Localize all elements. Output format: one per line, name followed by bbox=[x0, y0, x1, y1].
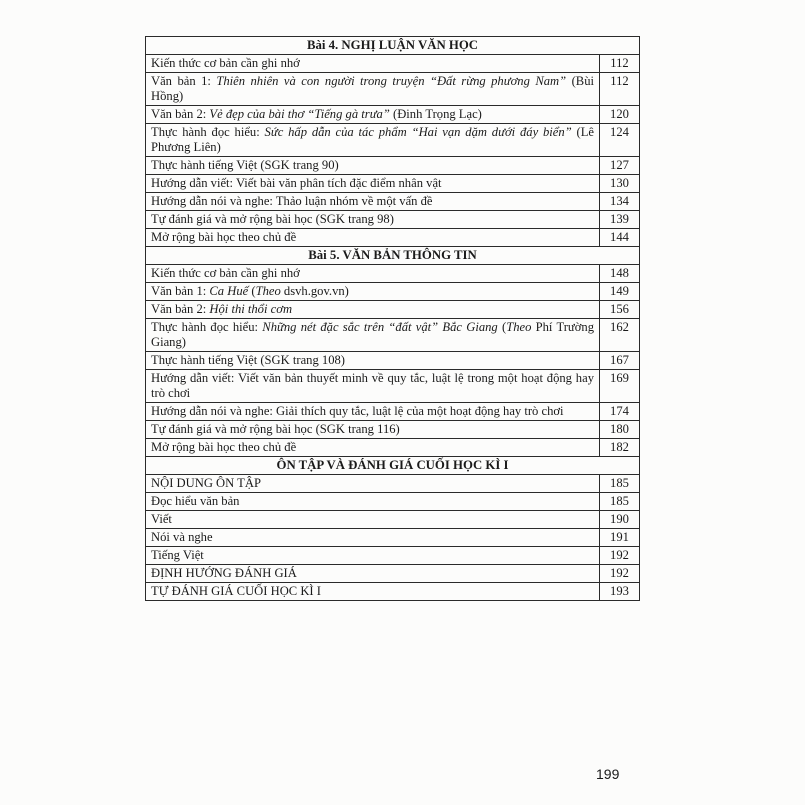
toc-entry-text: Kiến thức cơ bản cần ghi nhớ bbox=[151, 266, 300, 280]
toc-entry-title bbox=[146, 529, 600, 547]
toc-entry-page: 124 bbox=[600, 124, 640, 157]
toc-entry-title bbox=[146, 265, 600, 283]
toc-entry-text: ( bbox=[497, 320, 507, 334]
toc-entry-row bbox=[146, 421, 640, 439]
toc-entry-text: NỘI DUNG ÔN TẬP bbox=[151, 476, 261, 490]
toc-entry-row bbox=[146, 301, 640, 319]
toc-entry-text: (Bùi Hồng) bbox=[151, 74, 595, 103]
toc-entry-text: Phí Trường Giang) bbox=[151, 320, 594, 349]
toc-entry-page: 130 bbox=[600, 175, 640, 193]
toc-entry-text: ( bbox=[248, 284, 256, 298]
toc-entry-text: Viết bbox=[151, 512, 172, 526]
toc-entry-page: 139 bbox=[600, 211, 640, 229]
toc-entry-title bbox=[146, 73, 600, 106]
toc-entry-page: 182 bbox=[600, 439, 640, 457]
toc-entry-row bbox=[146, 565, 640, 583]
toc-entry-title bbox=[146, 565, 600, 583]
toc-entry-page: 185 bbox=[600, 475, 640, 493]
toc-entry-row bbox=[146, 529, 640, 547]
toc-entry-title bbox=[146, 106, 600, 124]
section-heading-row bbox=[146, 457, 640, 475]
toc-entry-row bbox=[146, 124, 640, 157]
toc-entry-page: 192 bbox=[600, 547, 640, 565]
toc-entry-title bbox=[146, 493, 600, 511]
toc-entry-title bbox=[146, 421, 600, 439]
toc-entry-text: Tự đánh giá và mở rộng bài học (SGK trang 98) bbox=[151, 212, 394, 226]
toc-entry-row bbox=[146, 439, 640, 457]
toc-entry-text: Nói và nghe bbox=[151, 530, 213, 544]
toc-entry-title bbox=[146, 475, 600, 493]
toc-entry-title bbox=[146, 511, 600, 529]
toc-entry-page: 185 bbox=[600, 493, 640, 511]
toc-entry-text: Tiếng Việt bbox=[151, 548, 204, 562]
toc-entry-row bbox=[146, 511, 640, 529]
toc-entry-row bbox=[146, 55, 640, 73]
toc-entry-text: ĐỊNH HƯỚNG ĐÁNH GIÁ bbox=[151, 566, 297, 580]
toc-entry-title bbox=[146, 370, 600, 403]
toc-entry-text: Mở rộng bài học theo chủ đề bbox=[151, 230, 297, 244]
toc-entry-text: Văn bản 1: bbox=[151, 74, 217, 88]
toc-entry-title bbox=[146, 439, 600, 457]
toc-entry-page: 174 bbox=[600, 403, 640, 421]
toc-entry-title bbox=[146, 55, 600, 73]
toc-entry-title bbox=[146, 301, 600, 319]
toc-entry-text: Những nét đặc sắc trên “đất vật” Bắc Giang bbox=[262, 320, 498, 334]
toc-entry-row bbox=[146, 370, 640, 403]
toc-entry-row bbox=[146, 283, 640, 301]
toc-entry-text: dsvh.gov.vn) bbox=[280, 284, 349, 298]
toc-body bbox=[146, 37, 640, 601]
toc-entry-title bbox=[146, 283, 600, 301]
toc-entry-row bbox=[146, 403, 640, 421]
toc-entry-row bbox=[146, 211, 640, 229]
toc-entry-page: 190 bbox=[600, 511, 640, 529]
toc-entry-text: Văn bản 2: bbox=[151, 107, 210, 121]
toc-entry-title bbox=[146, 124, 600, 157]
toc-entry-text: Vẻ đẹp của bài thơ “Tiếng gà trưa” bbox=[209, 107, 390, 121]
toc-entry-page: 127 bbox=[600, 157, 640, 175]
toc-entry-page: 180 bbox=[600, 421, 640, 439]
toc-entry-title bbox=[146, 403, 600, 421]
toc-entry-row bbox=[146, 475, 640, 493]
page-number: 199 bbox=[596, 766, 620, 782]
toc-entry-page: 162 bbox=[600, 319, 640, 352]
toc-entry-page: 192 bbox=[600, 565, 640, 583]
toc-entry-page: 167 bbox=[600, 352, 640, 370]
toc-entry-page: 148 bbox=[600, 265, 640, 283]
section-heading: Bài 5. VĂN BẢN THÔNG TIN bbox=[146, 247, 640, 265]
toc-entry-text: (Lê Phương Liên) bbox=[151, 125, 595, 154]
toc-entry-row bbox=[146, 106, 640, 124]
toc-entry-row bbox=[146, 352, 640, 370]
toc-entry-page: 169 bbox=[600, 370, 640, 403]
toc-entry-text: Thực hành đọc hiểu: bbox=[151, 125, 265, 139]
toc-entry-text: Thực hành tiếng Việt (SGK trang 90) bbox=[151, 158, 339, 172]
toc-entry-text: Theo bbox=[506, 320, 532, 334]
section-heading-row bbox=[146, 247, 640, 265]
toc-entry-text: Kiến thức cơ bản cần ghi nhớ bbox=[151, 56, 300, 70]
section-heading: ÔN TẬP VÀ ĐÁNH GIÁ CUỐI HỌC KÌ I bbox=[146, 457, 640, 475]
toc-entry-text: Văn bản 2: bbox=[151, 302, 210, 316]
toc-entry-title bbox=[146, 175, 600, 193]
toc-entry-text: Hội thi thổi cơm bbox=[209, 302, 293, 316]
table-of-contents bbox=[145, 36, 640, 601]
toc-entry-text: Hướng dẫn viết: Viết bài văn phân tích đặc điểm nhân vật bbox=[151, 176, 442, 190]
toc-entry-title bbox=[146, 547, 600, 565]
toc-entry-row bbox=[146, 493, 640, 511]
toc-entry-row bbox=[146, 175, 640, 193]
toc-entry-text: Thực hành đọc hiểu: bbox=[151, 320, 263, 334]
toc-entry-text: Sức hấp dẫn của tác phẩm “Hai vạn dặm dưới đáy biển” bbox=[264, 125, 572, 139]
toc-entry-text: Thiên nhiên và con người trong truyện “Đất rừng phương Nam” bbox=[216, 74, 567, 88]
section-heading: Bài 4. NGHỊ LUẬN VĂN HỌC bbox=[146, 37, 640, 55]
toc-entry-row bbox=[146, 229, 640, 247]
section-heading-row bbox=[146, 37, 640, 55]
toc-entry-text: Ca Huế bbox=[209, 284, 249, 298]
toc-entry-text: Hướng dẫn viết: Viết văn bản thuyết minh về quy tắc, luật lệ trong một hoạt động hay trò chơi bbox=[151, 371, 594, 400]
toc-entry-title bbox=[146, 352, 600, 370]
toc-entry-text: Mở rộng bài học theo chủ đề bbox=[151, 440, 297, 454]
toc-entry-text: Hướng dẫn nói và nghe: Giải thích quy tắc, luật lệ của một hoạt động hay trò chơi bbox=[151, 404, 564, 418]
toc-entry-row bbox=[146, 265, 640, 283]
toc-entry-page: 156 bbox=[600, 301, 640, 319]
toc-entry-title bbox=[146, 583, 600, 601]
toc-entry-page: 134 bbox=[600, 193, 640, 211]
toc-entry-text: Đọc hiểu văn bản bbox=[151, 494, 240, 508]
toc-entry-page: 144 bbox=[600, 229, 640, 247]
toc-entry-page: 193 bbox=[600, 583, 640, 601]
toc-entry-text: Theo bbox=[255, 284, 281, 298]
toc-entry-row bbox=[146, 193, 640, 211]
toc-entry-title bbox=[146, 229, 600, 247]
toc-entry-page: 112 bbox=[600, 73, 640, 106]
toc-entry-text: Hướng dẫn nói và nghe: Thảo luận nhóm về một vấn đề bbox=[151, 194, 433, 208]
toc-entry-title bbox=[146, 157, 600, 175]
toc-entry-title bbox=[146, 193, 600, 211]
toc-entry-text: Văn bản 1: bbox=[151, 284, 210, 298]
toc-entry-page: 112 bbox=[600, 55, 640, 73]
toc-entry-row bbox=[146, 319, 640, 352]
toc-entry-page: 149 bbox=[600, 283, 640, 301]
toc-entry-row bbox=[146, 157, 640, 175]
toc-entry-row bbox=[146, 73, 640, 106]
toc-entry-page: 191 bbox=[600, 529, 640, 547]
toc-entry-text: Thực hành tiếng Việt (SGK trang 108) bbox=[151, 353, 346, 367]
toc-entry-text: TỰ ĐÁNH GIÁ CUỐI HỌC KÌ I bbox=[151, 584, 321, 598]
toc-entry-row bbox=[146, 583, 640, 601]
toc-entry-title bbox=[146, 211, 600, 229]
toc-entry-row bbox=[146, 547, 640, 565]
toc-entry-text: Tự đánh giá và mở rộng bài học (SGK trang 116) bbox=[151, 422, 400, 436]
toc-entry-text: (Đinh Trọng Lạc) bbox=[389, 107, 482, 121]
toc-entry-title bbox=[146, 319, 600, 352]
toc-entry-page: 120 bbox=[600, 106, 640, 124]
